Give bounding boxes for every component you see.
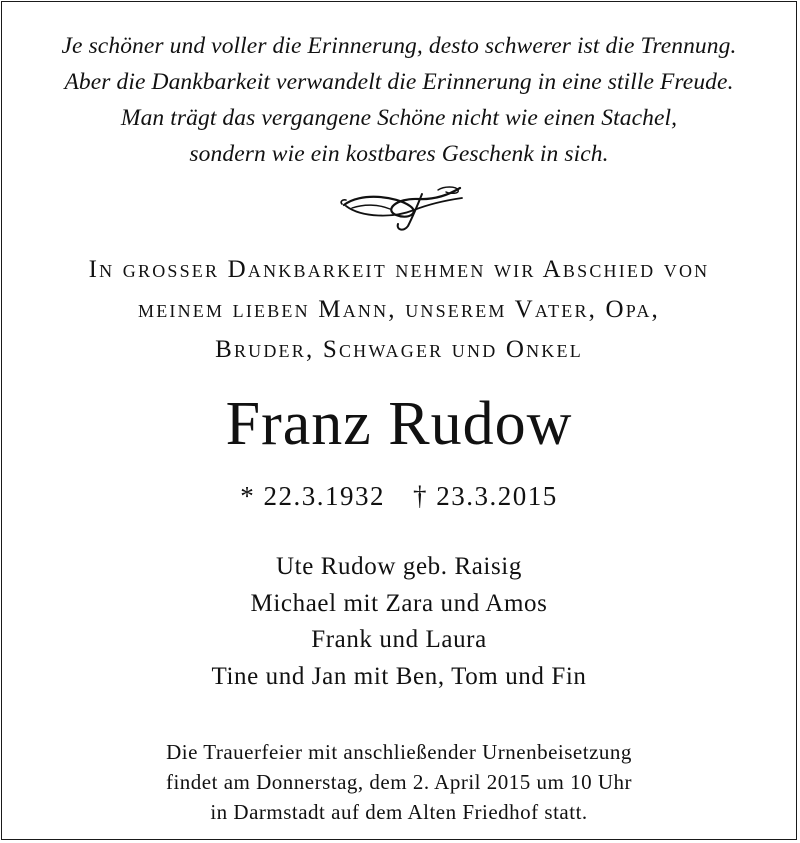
poem-line: Je schöner und voller die Erinnerung, desto schwerer ist die Trennung. [61, 33, 737, 59]
deceased-name: Franz Rudow [225, 390, 573, 458]
service-line: Die Trauerfeier mit anschließender Urnenbeisetzung [166, 740, 632, 764]
intro-line: Bruder, Schwager und Onkel [215, 336, 583, 363]
poem-line: Aber die Dankbarkeit verwandelt die Erinnerung in eine stille Freude. [64, 69, 734, 95]
poem-line: sondern wie ein kostbares Geschenk in sich. [189, 141, 609, 167]
funeral-service-info [2, 737, 796, 827]
mourner-line: Tine und Jan mit Ben, Tom und Fin [211, 662, 587, 690]
intro-line: In grosser Dankbarkeit nehmen wir Abschied von [88, 256, 710, 283]
memorial-poem [2, 28, 796, 172]
intro-line: meinem lieben Mann, unserem Vater, Opa, [137, 296, 661, 323]
life-dates [2, 478, 796, 514]
mourners-list [2, 549, 796, 695]
mourner-line: Frank und Laura [311, 626, 487, 653]
flourish-ornament-icon [338, 184, 466, 234]
death-date: † 23.3.2015 [413, 481, 558, 511]
mourner-line: Michael mit Zara und Amos [250, 589, 548, 617]
service-line: in Darmstadt auf dem Alten Friedhof statt. [210, 800, 588, 824]
service-line: findet am Donnerstag, dem 2. April 2015 um 10 Uhr [165, 770, 632, 794]
birth-date: * 22.3.1932 [240, 481, 385, 511]
poem-line: Man trägt das vergangene Schöne nicht wie einen Stachel, [120, 105, 678, 131]
farewell-intro [2, 250, 796, 370]
mourner-line: Ute Rudow geb. Raisig [276, 553, 522, 580]
obituary-notice [1, 1, 797, 840]
